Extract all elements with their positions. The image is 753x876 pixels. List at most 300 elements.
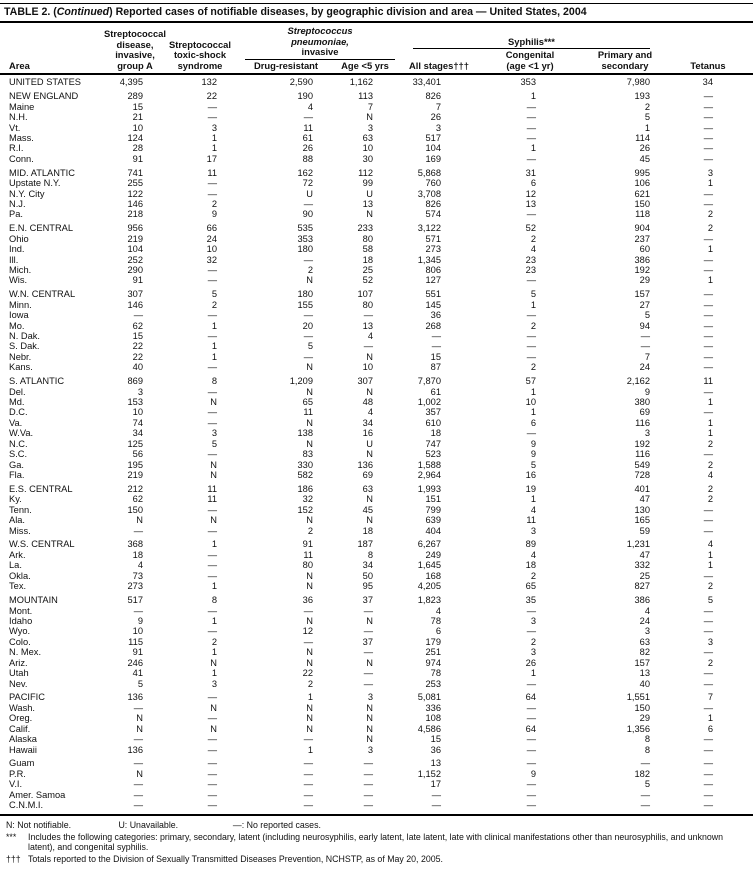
area-cell: E.N. CENTRAL xyxy=(9,223,74,234)
area-cell: NEW ENGLAND xyxy=(9,91,79,102)
value-cell: 153 xyxy=(127,397,143,408)
value-cell: 10 xyxy=(132,122,143,133)
value-cell: N xyxy=(366,351,373,362)
value-cell: 113 xyxy=(358,91,373,102)
area-cell: P.R. xyxy=(9,768,26,779)
area-cell: Oreg. xyxy=(9,713,33,724)
value-cell: 1 xyxy=(211,351,217,362)
header-pneumoniae-group: Streptococcus pneumoniae, invasive Drug-resistant Age <5 yrs xyxy=(237,26,395,71)
value-cell: N xyxy=(306,438,313,449)
value-cell: 73 xyxy=(132,570,143,581)
value-cell: 273 xyxy=(127,581,143,592)
value-cell: — xyxy=(303,800,313,811)
value-cell: — xyxy=(363,626,373,637)
table-row xyxy=(9,255,743,265)
value-cell: 380 xyxy=(634,397,650,408)
area-cell: Ky. xyxy=(9,494,22,505)
value-cell: 88 xyxy=(302,153,313,164)
value-cell: — xyxy=(363,768,373,779)
value-cell: — xyxy=(303,112,313,123)
value-cell: — xyxy=(640,758,650,769)
value-cell: — xyxy=(703,678,713,689)
value-cell: 2 xyxy=(707,438,713,449)
table-row xyxy=(9,112,743,122)
value-cell: — xyxy=(207,504,217,515)
value-cell: 1 xyxy=(211,132,217,143)
value-cell: 5 xyxy=(644,112,650,123)
value-cell: 64 xyxy=(525,723,536,734)
value-cell: — xyxy=(207,744,217,755)
value-cell: 11 xyxy=(303,407,313,418)
value-cell: 118 xyxy=(635,209,650,220)
value-cell: — xyxy=(703,112,713,123)
area-cell: Guam xyxy=(9,758,35,769)
value-cell: 78 xyxy=(430,668,441,679)
value-cell: 3 xyxy=(707,167,713,178)
value-cell: 8 xyxy=(644,744,650,755)
value-cell: 26 xyxy=(302,143,313,154)
value-cell: 8 xyxy=(211,376,217,387)
value-cell: 6 xyxy=(530,417,536,428)
table-row xyxy=(9,526,743,536)
value-cell: 218 xyxy=(127,209,143,220)
value-cell: — xyxy=(431,341,441,352)
area-cell: Wash. xyxy=(9,702,36,713)
table-row xyxy=(9,321,743,331)
value-cell: 7 xyxy=(644,351,650,362)
value-cell: U xyxy=(306,188,313,199)
value-cell: 357 xyxy=(425,407,441,418)
value-cell: 47 xyxy=(639,549,650,560)
value-cell: — xyxy=(526,789,536,800)
value-cell: 8 xyxy=(211,595,217,606)
table-row xyxy=(9,449,743,459)
value-cell: N xyxy=(210,397,217,408)
value-cell: — xyxy=(207,264,217,275)
table-row xyxy=(9,300,743,310)
value-cell: 136 xyxy=(127,692,143,703)
value-cell: — xyxy=(303,351,313,362)
value-cell: 182 xyxy=(634,768,650,779)
value-cell: 386 xyxy=(634,254,650,265)
value-cell: — xyxy=(640,789,650,800)
value-cell: 219 xyxy=(127,233,143,244)
table-row xyxy=(9,758,743,768)
table-section xyxy=(0,539,753,591)
area-cell: Del. xyxy=(9,386,26,397)
value-cell: 15 xyxy=(132,101,143,112)
table-row xyxy=(9,199,743,209)
table-row xyxy=(9,352,743,362)
area-cell: Md. xyxy=(9,397,25,408)
value-cell: 368 xyxy=(127,539,143,550)
value-cell: 10 xyxy=(362,143,373,154)
value-cell: 127 xyxy=(425,275,441,286)
area-cell: Wis. xyxy=(9,275,28,286)
value-cell: 5 xyxy=(137,678,143,689)
value-cell: 956 xyxy=(127,223,143,234)
value-cell: 95 xyxy=(362,581,373,592)
value-cell: N xyxy=(366,723,373,734)
table-row xyxy=(9,209,743,219)
value-cell: 2 xyxy=(211,198,217,209)
value-cell: 307 xyxy=(357,376,373,387)
area-cell: UNITED STATES xyxy=(9,77,81,88)
value-cell: N xyxy=(210,459,217,470)
value-cell: — xyxy=(703,615,713,626)
value-cell: — xyxy=(363,668,373,679)
value-cell: 10 xyxy=(206,244,217,255)
area-cell: Fla. xyxy=(9,470,25,481)
value-cell: 2 xyxy=(307,264,313,275)
value-cell: — xyxy=(303,198,313,209)
value-cell: 1 xyxy=(530,407,536,418)
area-cell: PACIFIC xyxy=(9,692,45,703)
value-cell: 10 xyxy=(132,407,143,418)
value-cell: 2 xyxy=(530,233,536,244)
value-cell: 28 xyxy=(132,143,143,154)
area-cell: Maine xyxy=(9,101,35,112)
value-cell: 57 xyxy=(525,376,536,387)
value-cell: 1,588 xyxy=(417,459,441,470)
value-cell: 386 xyxy=(634,595,650,606)
value-cell: 18 xyxy=(430,428,441,439)
value-cell: 2 xyxy=(530,570,536,581)
value-cell: 45 xyxy=(362,504,373,515)
area-cell: R.I. xyxy=(9,143,24,154)
value-cell: 63 xyxy=(362,132,373,143)
value-cell: 4 xyxy=(530,244,536,255)
value-cell: 179 xyxy=(425,636,441,647)
value-cell: 66 xyxy=(206,223,217,234)
value-cell: — xyxy=(703,744,713,755)
value-cell: 35 xyxy=(525,595,536,606)
value-cell: — xyxy=(303,758,313,769)
column-header xyxy=(9,23,743,73)
value-cell: — xyxy=(526,122,536,133)
value-cell: 116 xyxy=(635,449,650,460)
area-cell: Wyo. xyxy=(9,626,31,637)
value-cell: N xyxy=(366,657,373,668)
value-cell: — xyxy=(207,178,217,189)
value-cell: 307 xyxy=(127,289,143,300)
value-cell: N xyxy=(306,581,313,592)
value-cell: 1 xyxy=(644,122,650,133)
value-cell: 29 xyxy=(639,713,650,724)
value-cell: 26 xyxy=(639,143,650,154)
header-congenital: Congenital (age <1 yr) xyxy=(505,49,555,71)
value-cell: 169 xyxy=(425,153,441,164)
area-cell: Miss. xyxy=(9,525,31,536)
value-cell: — xyxy=(703,198,713,209)
title-continued: Continued xyxy=(56,6,110,18)
table-row xyxy=(9,275,743,285)
value-cell: 17 xyxy=(430,779,441,790)
value-cell: 9 xyxy=(137,615,143,626)
value-cell: 61 xyxy=(302,132,313,143)
value-cell: 34 xyxy=(132,428,143,439)
value-cell: 180 xyxy=(297,289,313,300)
value-cell: 80 xyxy=(302,560,313,571)
value-cell: 3 xyxy=(530,615,536,626)
value-cell: 1 xyxy=(307,744,313,755)
value-cell: 268 xyxy=(425,320,441,331)
table-row xyxy=(9,637,743,647)
value-cell: 69 xyxy=(362,470,373,481)
value-cell: N xyxy=(306,386,313,397)
value-cell: — xyxy=(363,647,373,658)
value-cell: 12 xyxy=(302,626,313,637)
value-cell: — xyxy=(363,310,373,321)
value-cell: N xyxy=(306,362,313,373)
value-cell: — xyxy=(703,101,713,112)
value-cell: 180 xyxy=(297,244,313,255)
value-cell: 3 xyxy=(435,122,441,133)
value-cell: 2 xyxy=(644,101,650,112)
value-cell: 11 xyxy=(703,376,713,387)
area-cell: MOUNTAIN xyxy=(9,595,58,606)
value-cell: 13 xyxy=(362,198,373,209)
value-cell: 125 xyxy=(127,438,143,449)
value-cell: 5 xyxy=(530,289,536,300)
value-cell: 517 xyxy=(127,595,143,606)
value-cell: — xyxy=(133,525,143,536)
area-cell: W.N. CENTRAL xyxy=(9,289,76,300)
value-cell: 404 xyxy=(425,525,441,536)
value-cell: N xyxy=(366,386,373,397)
value-cell: — xyxy=(133,789,143,800)
value-cell: — xyxy=(526,758,536,769)
value-cell: — xyxy=(703,515,713,526)
value-cell: 37 xyxy=(362,636,373,647)
value-cell: — xyxy=(526,779,536,790)
table-section xyxy=(0,692,753,755)
value-cell: 130 xyxy=(634,504,650,515)
value-cell: N xyxy=(306,570,313,581)
value-cell: N xyxy=(366,713,373,724)
value-cell: 24 xyxy=(639,615,650,626)
area-cell: Tenn. xyxy=(9,504,32,515)
value-cell: — xyxy=(703,153,713,164)
value-cell: N xyxy=(136,713,143,724)
value-cell: 50 xyxy=(362,570,373,581)
value-cell: 1 xyxy=(530,299,536,310)
value-cell: 4,586 xyxy=(417,723,441,734)
value-cell: 25 xyxy=(639,570,650,581)
table-row xyxy=(9,658,743,668)
table-section xyxy=(0,484,753,536)
value-cell: — xyxy=(703,702,713,713)
value-cell: 26 xyxy=(430,112,441,123)
value-cell: 10 xyxy=(525,397,536,408)
value-cell: 37 xyxy=(362,595,373,606)
value-cell: 9 xyxy=(530,438,536,449)
value-cell: 18 xyxy=(362,525,373,536)
value-cell: — xyxy=(703,122,713,133)
value-cell: 108 xyxy=(425,713,441,724)
value-cell: N xyxy=(306,713,313,724)
value-cell: 1 xyxy=(211,341,217,352)
header-toxic-shock: Streptococcal toxic-shock syndrome xyxy=(169,38,231,71)
value-cell: 4 xyxy=(367,407,373,418)
value-cell: — xyxy=(363,678,373,689)
area-cell: Ind. xyxy=(9,244,25,255)
value-cell: 60 xyxy=(639,244,650,255)
value-cell: N xyxy=(210,470,217,481)
table-row xyxy=(9,703,743,713)
value-cell: — xyxy=(431,789,441,800)
value-cell: 1 xyxy=(530,143,536,154)
area-cell: V.I. xyxy=(9,779,23,790)
value-cell: 8 xyxy=(367,549,373,560)
value-cell: 136 xyxy=(357,459,373,470)
value-cell: 2 xyxy=(530,362,536,373)
area-cell: S.C. xyxy=(9,449,28,460)
value-cell: 192 xyxy=(634,264,650,275)
value-cell: 4 xyxy=(435,605,441,616)
value-cell: 1 xyxy=(211,615,217,626)
value-cell: 523 xyxy=(425,449,441,460)
table-row xyxy=(9,484,743,494)
value-cell: N xyxy=(306,657,313,668)
value-cell: — xyxy=(207,692,217,703)
header-strep-group-a: Streptococcal disease, invasive, group A xyxy=(104,28,166,71)
value-cell: 69 xyxy=(639,407,650,418)
value-cell: — xyxy=(703,233,713,244)
value-cell: 151 xyxy=(425,494,441,505)
table-row xyxy=(9,692,743,702)
value-cell: — xyxy=(703,299,713,310)
value-cell: 89 xyxy=(525,539,536,550)
value-cell: U xyxy=(366,188,373,199)
value-cell: 13 xyxy=(362,320,373,331)
value-cell: 22 xyxy=(302,668,313,679)
value-cell: 41 xyxy=(132,668,143,679)
table-row xyxy=(9,647,743,657)
value-cell: 25 xyxy=(362,264,373,275)
value-cell: 22 xyxy=(132,351,143,362)
table-row xyxy=(9,460,743,470)
value-cell: 1,002 xyxy=(417,397,441,408)
value-cell: N xyxy=(306,723,313,734)
value-cell: 132 xyxy=(201,77,217,88)
value-cell: 162 xyxy=(297,167,313,178)
value-cell: — xyxy=(703,504,713,515)
value-cell: 1 xyxy=(211,143,217,154)
value-cell: 8 xyxy=(644,734,650,745)
value-cell: 4 xyxy=(530,549,536,560)
value-cell: 1 xyxy=(707,428,713,439)
value-cell: 21 xyxy=(132,112,143,123)
value-cell: N xyxy=(366,515,373,526)
value-cell: — xyxy=(526,209,536,220)
value-cell: 104 xyxy=(127,244,143,255)
value-cell: 4 xyxy=(137,560,143,571)
area-cell: W.S. CENTRAL xyxy=(9,539,75,550)
value-cell: — xyxy=(703,734,713,745)
value-cell: 31 xyxy=(525,167,536,178)
table-row xyxy=(9,123,743,133)
table-section xyxy=(0,758,753,810)
area-cell: N.C. xyxy=(9,438,28,449)
value-cell: — xyxy=(526,132,536,143)
value-cell: 1,551 xyxy=(626,692,650,703)
table-section xyxy=(0,91,753,164)
value-cell: N xyxy=(306,647,313,658)
value-cell: 3,708 xyxy=(417,188,441,199)
value-cell: 13 xyxy=(525,198,536,209)
value-cell: N xyxy=(366,494,373,505)
value-cell: — xyxy=(431,800,441,811)
value-cell: — xyxy=(703,264,713,275)
value-cell: 4 xyxy=(707,539,713,550)
value-cell: 535 xyxy=(297,223,313,234)
value-cell: 78 xyxy=(430,615,441,626)
value-cell: — xyxy=(207,549,217,560)
value-cell: — xyxy=(207,386,217,397)
table-row xyxy=(9,341,743,351)
value-cell: 2 xyxy=(707,581,713,592)
value-cell: 16 xyxy=(525,470,536,481)
value-cell: 4 xyxy=(644,605,650,616)
value-cell: — xyxy=(526,626,536,637)
value-cell: 2 xyxy=(707,209,713,220)
value-cell: 1,645 xyxy=(417,560,441,571)
table-row xyxy=(9,244,743,254)
value-cell: N xyxy=(136,723,143,734)
table-row xyxy=(9,189,743,199)
value-cell: — xyxy=(703,386,713,397)
value-cell: — xyxy=(703,91,713,102)
table-row xyxy=(9,407,743,417)
value-cell: 10 xyxy=(362,362,373,373)
value-cell: — xyxy=(207,417,217,428)
header-drug-resistant: Drug-resistant xyxy=(253,59,319,71)
value-cell: — xyxy=(303,768,313,779)
value-cell: 219 xyxy=(127,470,143,481)
value-cell: 3 xyxy=(707,636,713,647)
value-cell: 94 xyxy=(639,320,650,331)
value-cell: 1 xyxy=(707,244,713,255)
value-cell: 91 xyxy=(132,275,143,286)
value-cell: 65 xyxy=(525,581,536,592)
area-cell: Ill. xyxy=(9,254,19,265)
value-cell: 353 xyxy=(520,77,536,88)
area-cell: Calif. xyxy=(9,723,31,734)
table-row xyxy=(9,289,743,299)
value-cell: N xyxy=(306,417,313,428)
area-cell: Mont. xyxy=(9,605,33,616)
table-row xyxy=(9,668,743,678)
table-row xyxy=(9,362,743,372)
value-cell: 1 xyxy=(530,386,536,397)
value-cell: 1 xyxy=(211,539,217,550)
value-cell: — xyxy=(703,143,713,154)
value-cell: 32 xyxy=(206,254,217,265)
value-cell: — xyxy=(526,800,536,811)
value-cell: 24 xyxy=(639,362,650,373)
value-cell: 251 xyxy=(425,647,441,658)
value-cell: 9 xyxy=(644,386,650,397)
value-cell: 63 xyxy=(639,636,650,647)
value-cell: 18 xyxy=(362,254,373,265)
value-cell: — xyxy=(526,275,536,286)
value-cell: 104 xyxy=(425,143,441,154)
value-cell: 741 xyxy=(127,167,143,178)
table-row xyxy=(9,168,743,178)
area-cell: N.H. xyxy=(9,112,28,123)
value-cell: 1 xyxy=(707,275,713,286)
